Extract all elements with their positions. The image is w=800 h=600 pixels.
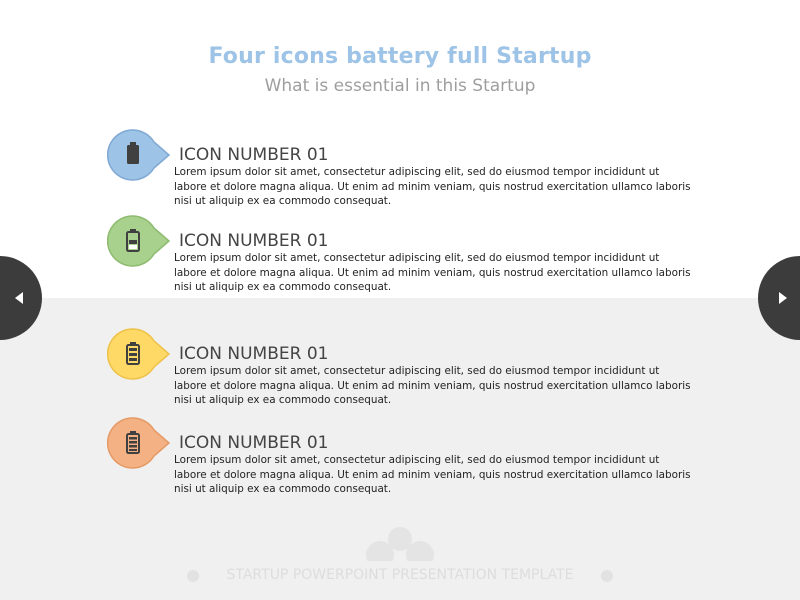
footer	[0, 566, 800, 586]
logo-icon	[364, 525, 436, 563]
footer-text: STARTUP POWERPOINT PRESENTATION TEMPLATE	[226, 567, 574, 583]
arrow-left-icon	[12, 291, 26, 305]
item-title: ICON NUMBER 01	[179, 344, 329, 364]
battery-full-icon	[127, 142, 139, 164]
item-title: ICON NUMBER 01	[179, 433, 329, 453]
slide-subtitle: What is essential in this Startup	[264, 76, 536, 96]
item-description: Lorem ipsum dolor sit amet, consectetur adipiscing elit, sed do eiusmod tempor incididunt ut labore et dolore magna aliqua. Ut enim ad minim veniam, quis nostrud exercitation ullamco laboris nisi ut aliquip ex ea commodo consequat.	[174, 454, 691, 495]
icon-bubble-yellow	[107, 328, 171, 380]
icon-bubble-blue	[107, 129, 171, 181]
item-description: Lorem ipsum dolor sit amet, consectetur adipiscing elit, sed do eiusmod tempor incididunt ut labore et dolore magna aliqua. Ut enim ad minim veniam, quis nostrud exercitation ullamco laboris nisi ut aliquip ex ea commodo consequat.	[174, 166, 691, 207]
slide-title: Four icons battery full Startup	[208, 44, 592, 69]
footer-dot-right	[601, 570, 613, 582]
item-description: Lorem ipsum dolor sit amet, consectetur adipiscing elit, sed do eiusmod tempor incididunt ut labore et dolore magna aliqua. Ut enim ad minim veniam, quis nostrud exercitation ullamco laboris nisi ut aliquip ex ea commodo consequat.	[174, 365, 691, 406]
item-description: Lorem ipsum dolor sit amet, consectetur adipiscing elit, sed do eiusmod tempor incididunt ut labore et dolore magna aliqua. Ut enim ad minim veniam, quis nostrud exercitation ullamco laboris nisi ut aliquip ex ea commodo consequat.	[174, 252, 691, 293]
arrow-right-icon	[776, 291, 790, 305]
item-title: ICON NUMBER 01	[179, 231, 329, 251]
item-title: ICON NUMBER 01	[179, 145, 329, 165]
icon-bubble-green	[107, 215, 171, 267]
icon-bubble-orange	[107, 417, 171, 469]
